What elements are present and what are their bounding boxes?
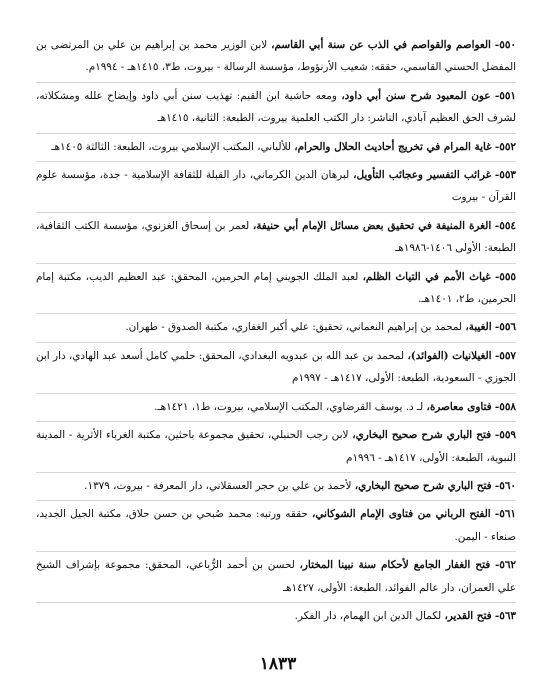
- bibliography-entry: [36, 215, 516, 264]
- bibliography-entry: [36, 554, 516, 603]
- bibliography-entry: [36, 475, 516, 501]
- bibliography-entry: [36, 605, 516, 630]
- entry-number: ٥٥٩-: [494, 429, 516, 442]
- entry-number: ٥٦١-: [494, 508, 516, 521]
- entry-details: لكمال الدين ابن الهمام، دار الفكر.: [294, 609, 442, 622]
- entry-details: لمحمد بن إبراهيم النعماني، تحقيق: علي أكبر الغفاري، مكتبة الصدوق - طهران.: [125, 321, 463, 334]
- entry-details: لـ د. يوسف القرضاوي، المكتب الإسلامي، بيروت، ط١، ١٤٢١هـ.: [154, 400, 424, 413]
- entry-title: الفتح الرباني من فتاوى الإمام الشوكاني،: [311, 508, 491, 521]
- entry-number: ٥٥٢-: [494, 140, 516, 153]
- entry-details: لحسن بن أحمد الرُّباعي، المحقق: مجموعة بإشراف الشيخ علي العمران، دار عالم الفوائد، الطبعة: الأولى، ١٤٢٧هـ: [36, 559, 516, 594]
- entry-title: فتح الباري شرح صحيح البخاري،: [354, 479, 492, 492]
- entry-details: لمحمد بن عبد الله بن عبدويه البغدادي، المحقق: حلمي كامل أسعد عبد الهادي، دار ابن الجوزي - السعودية، الطبعة: الأولى، ١٤١٧هـ - ١٩٩٧م: [36, 349, 516, 385]
- entry-number: ٥٥٠-: [494, 39, 516, 51]
- entry-number: ٥٥٤-: [494, 219, 516, 232]
- bibliography-entry: [36, 34, 516, 83]
- entry-title: فتح القدير،: [444, 609, 492, 622]
- entry-title: الغيبة،: [465, 321, 492, 334]
- entry-title: غرائب التفسير وعجائب التأويل،: [353, 169, 492, 182]
- entry-number: ٥٥٥-: [494, 270, 517, 283]
- entry-title: الغيلانيات (الفوائد)،: [407, 349, 492, 362]
- bibliography-entry: [36, 503, 516, 552]
- entry-number: ٥٥٨-: [494, 400, 516, 413]
- entry-title: الغرة المنيفة في تحقيق بعض مسائل الإمام أبي حنيفة،: [252, 219, 492, 232]
- entry-title: فتاوى معاصرة،: [426, 400, 492, 413]
- bibliography-entry: [36, 424, 516, 473]
- bibliography-entry: [36, 345, 516, 394]
- bibliography-entry: [36, 266, 516, 315]
- entry-title: عون المعبود شرح سنن أبي داود،: [341, 89, 491, 102]
- entry-number: ٥٦٢-: [494, 559, 517, 572]
- entry-number: ٥٦٠-: [494, 479, 516, 492]
- entry-number: ٥٥٦-: [494, 321, 516, 334]
- entry-details: حققه ورتبه: محمد صُبحي بن حسن حلاق، مكتبة الجيل الجديد، صنعاء - اليمن.: [36, 508, 516, 543]
- bibliography-entry: [36, 164, 516, 213]
- entry-details: لبرهان الدين الكرماني، دار القبلة للثقافة الإسلامية - جدة، مؤسسة علوم القرآن - بيروت: [36, 169, 516, 204]
- entry-details: لعبد الملك الجويني إمام الحرمين، المحقق: عبد العظيم الديب، مكتبة إمام الحرمين، ط٢، ١٤٠١هـ.: [36, 270, 516, 306]
- entry-details: ومعه حاشية ابن القيم: تهذيب سنن أبي داود وإيضاح علله ومشكلاته، لشرف الحق العظيم آبادي، الناشر: دار الكتب العلمية بيروت، الطبعة: الثانية، ١٤١٥هـ: [36, 89, 516, 125]
- entry-title: فتح الغفار الجامع لأحكام سنة نبينا المختار،: [299, 559, 491, 572]
- entry-number: ٥٥٣-: [494, 169, 516, 182]
- bibliography-list: [36, 34, 516, 632]
- entry-details: لابن الوزير محمد بن إبراهيم بن علي بن المرتضى بن المفضل الحسني القاسمي، حققه: شعيب الأرنؤوط، مؤسسة الرسالة - بيروت، ط٣، ١٤١٥هـ - ١٩٩٤م.: [36, 39, 516, 74]
- entry-number: ٥٦٣-: [494, 609, 516, 622]
- entry-number: ٥٥١-: [494, 89, 517, 102]
- entry-title: فتح الباري شرح صحيح البخاري،: [352, 429, 492, 442]
- entry-title: غياث الأمم في التياث الظلم،: [362, 270, 491, 283]
- bibliography-entry: [36, 85, 516, 134]
- bibliography-entry: [36, 316, 516, 342]
- entry-details: للألباني، المكتب الإسلامي بيروت، الطبعة: الثالثة ١٤٠٥هـ: [51, 140, 291, 153]
- bibliography-entry: [36, 396, 516, 422]
- entry-details: لابن رجب الحنبلي، تحقيق مجموعة باحثين، مكتبة الغرباء الأثرية - المدينة النبوية، الطبعة: الأولى، ١٤١٧هـ - ١٩٩٦م: [36, 429, 516, 464]
- entry-details: لعمر بن إسحاق الغزنوي، مؤسسة الكتب الثقافية، الطبعة: الأولى ١٤٠٦-١٩٨٦هـ: [36, 219, 516, 255]
- entry-title: غاية المرام في تخريج أحاديث الحلال والحرام،: [294, 140, 492, 153]
- entry-title: العواصم والقواصم في الذب عن سنة أبي القاسم،: [271, 39, 491, 51]
- entry-details: لأحمد بن علي بن حجر العسقلاني، دار المعرفة - بيروت، ١٣٧٩.: [84, 479, 352, 492]
- entry-number: ٥٥٧-: [494, 349, 517, 362]
- bibliography-entry: [36, 136, 516, 162]
- page-number: ١٨٣٣: [259, 654, 297, 674]
